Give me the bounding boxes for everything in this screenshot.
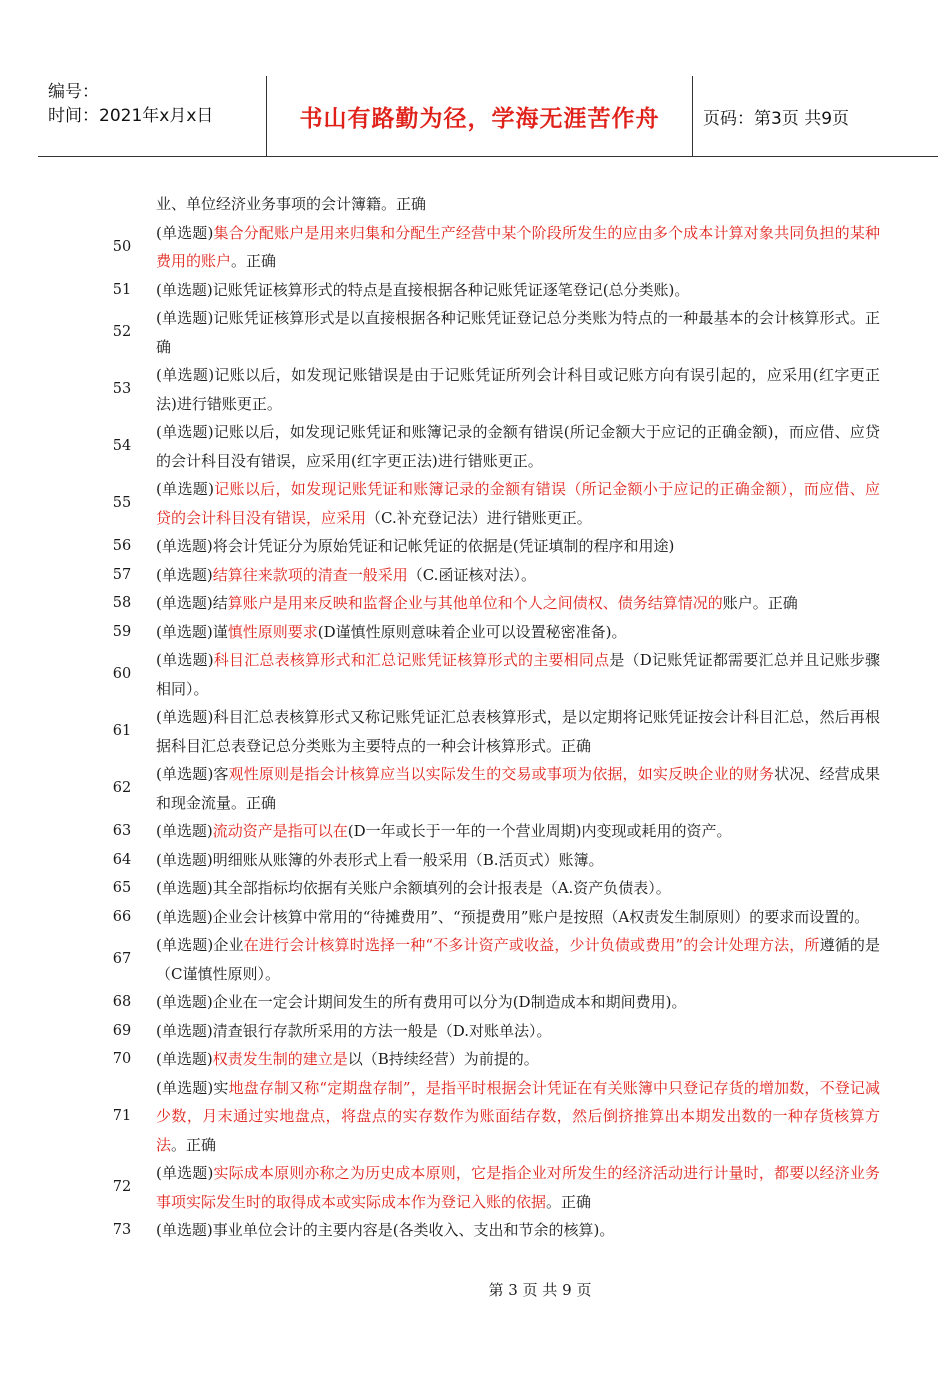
question-number: 52 xyxy=(112,324,132,341)
question-text xyxy=(156,361,880,418)
question-text-segment: (单选题)谨 xyxy=(156,622,228,641)
question-number: 53 xyxy=(112,381,132,398)
question-text-segment: 是（D记账凭证都需要汇总并且记账步骤相同）。 xyxy=(156,651,880,698)
question-item xyxy=(100,1017,880,1046)
question-text xyxy=(156,1045,880,1074)
question-text xyxy=(156,418,880,475)
question-text-segment: 。正确 xyxy=(231,252,277,270)
question-text-segment: (单选题) xyxy=(156,223,214,242)
document-date: 时间：2021年x月x日 xyxy=(48,106,214,126)
question-number: 56 xyxy=(112,538,132,554)
question-number: 50 xyxy=(112,238,132,255)
question-item xyxy=(100,304,880,361)
question-text-segment: （C.函证核对法）。 xyxy=(407,565,536,584)
question-text xyxy=(156,190,880,219)
question-text-segment: (单选题) xyxy=(156,651,214,669)
question-text xyxy=(156,874,880,903)
question-text xyxy=(156,1074,880,1160)
question-number: 51 xyxy=(112,281,132,298)
question-text xyxy=(156,618,880,647)
highlighted-text: 权责发生制的建立是 xyxy=(212,1050,348,1068)
question-text xyxy=(156,561,880,590)
question-text xyxy=(156,846,880,875)
question-text-segment: (单选题) xyxy=(156,1050,213,1068)
question-text-segment: 。正确 xyxy=(546,1192,592,1211)
question-text-segment: 业、单位经济业务事项的会计簿籍。正确 xyxy=(156,195,427,213)
question-text xyxy=(156,646,880,703)
question-item xyxy=(100,1159,880,1216)
question-number: 66 xyxy=(112,908,132,925)
question-item xyxy=(100,817,880,846)
highlighted-text: 观性原则是指会计核算应当以实际发生的交易或事项为依据，如实反映企业的财务 xyxy=(228,765,775,783)
highlighted-text: 结算往来款项的清查一般采用 xyxy=(212,565,408,584)
question-text xyxy=(156,589,880,618)
question-number: 62 xyxy=(112,780,132,797)
question-item xyxy=(100,561,880,590)
question-text-segment: (单选题) xyxy=(156,822,213,840)
question-item xyxy=(100,589,880,618)
question-item xyxy=(100,276,880,305)
question-text-segment: (单选题)其全部指标均依据有关账户余额填列的会计报表是（A.资产负债表）。 xyxy=(156,879,671,897)
question-text-segment: (单选题)企业 xyxy=(156,936,244,954)
question-item xyxy=(100,418,880,475)
highlighted-text: 慎性原则要求 xyxy=(227,622,318,641)
question-text-segment: (单选题)明细账从账簿的外表形式上看一般采用（B.活页式）账簿。 xyxy=(156,850,604,869)
question-text-segment: 状况、经营成果和现金流量。正确 xyxy=(156,765,880,812)
question-text-segment: (单选题)结 xyxy=(156,594,228,612)
question-number: 60 xyxy=(112,666,132,683)
question-number: 65 xyxy=(112,880,132,896)
question-text xyxy=(156,760,880,817)
highlighted-text: 科目汇总表核算形式和汇总记账凭证核算形式的主要相同点 xyxy=(213,651,610,669)
question-text-segment: 以（B持续经营）为前提的。 xyxy=(347,1050,539,1068)
question-text-segment: (单选题)企业在一定会计期间发生的所有费用可以分为(D制造成本和期间费用)。 xyxy=(156,993,687,1011)
question-text-segment: (单选题)清查银行存款所采用的方法一般是（D.对账单法）。 xyxy=(156,1021,552,1040)
question-text xyxy=(156,817,880,846)
question-text-segment: 账户。正确 xyxy=(722,594,798,612)
question-item xyxy=(100,988,880,1017)
question-number: 73 xyxy=(112,1222,132,1238)
question-number: 71 xyxy=(112,1108,132,1124)
question-text xyxy=(156,903,880,932)
question-text-segment: (单选题)记账凭证核算形式的特点是直接根据各种记账凭证逐笔登记(总分类账)。 xyxy=(156,280,690,299)
question-item xyxy=(100,874,880,903)
highlighted-text: 在进行会计核算时选择一种“不多计资产或收益，少计负债或费用”的会计处理方法，所 xyxy=(243,936,820,954)
question-number: 54 xyxy=(112,438,132,455)
question-text-segment: (单选题)事业单位会计的主要内容是(各类收入、支出和节余的核算)。 xyxy=(156,1221,615,1239)
question-item xyxy=(100,618,880,647)
question-item xyxy=(100,219,880,276)
question-text xyxy=(156,475,880,532)
question-text-segment: (单选题) xyxy=(156,1164,214,1182)
question-list xyxy=(100,190,880,1245)
highlighted-text: 算账户是用来反映和监督企业与其他单位和个人之间债权、债务结算情况的 xyxy=(227,594,723,612)
header-divider xyxy=(692,76,693,156)
question-number: 67 xyxy=(112,951,132,968)
question-item xyxy=(100,646,880,703)
question-text xyxy=(156,532,880,561)
question-text-segment: (单选题)客 xyxy=(156,765,229,783)
highlighted-text: 集合分配账户是用来归集和分配生产经营中某个阶段所发生的应由多个成本计算对象共同负担的某种费用的账户 xyxy=(156,223,880,270)
question-text xyxy=(156,1017,880,1046)
question-number: 68 xyxy=(112,994,132,1010)
question-item xyxy=(100,361,880,418)
question-number: 58 xyxy=(112,595,132,611)
question-item xyxy=(100,1074,880,1160)
question-number: 55 xyxy=(112,495,132,512)
question-text-segment: (单选题)记账以后，如发现记账凭证和账簿记录的金额有错误(所记金额大于应记的正确金额)，而应借、应贷的会计科目没有错误，应采用(红字更正法)进行错账更正。 xyxy=(156,423,880,470)
question-item xyxy=(100,1216,880,1245)
header-page-info: 页码：第3页 共9页 xyxy=(703,108,850,129)
question-number: 72 xyxy=(112,1179,132,1196)
header-meta xyxy=(48,80,268,128)
question-text-segment: (单选题)将会计凭证分为原始凭证和记帐凭证的依据是(凭证填制的程序和用途) xyxy=(156,537,675,555)
document-number-label: 编号： xyxy=(48,82,99,102)
page-header xyxy=(38,76,938,157)
question-text-segment: (单选题)记账以后，如发现记账错误是由于记账凭证所列会计科目或记账方向有误引起的，应采用(红字更正法)进行错账更正。 xyxy=(156,366,880,413)
question-item xyxy=(100,760,880,817)
question-text-segment: (D谨慎性原则意味着企业可以设置秘密准备)。 xyxy=(317,622,627,641)
question-text-segment: (单选题) xyxy=(156,565,213,584)
question-number xyxy=(100,190,144,219)
question-item xyxy=(100,703,880,760)
question-text-segment: （C.补充登记法）进行错账更正。 xyxy=(366,508,592,527)
question-text-segment: 遵循的是（C谨慎性原则）。 xyxy=(156,936,880,983)
question-text xyxy=(156,304,880,361)
question-text-segment: (单选题)实 xyxy=(156,1078,229,1097)
highlighted-text: 地盘存制又称“定期盘存制”，是指平时根据会计凭证在有关账簿中只登记存货的增加数，不登记减少数，月末通过实地盘点，将盘点的实存数作为账面结存数，然后倒挤推算出本期发出数的一种存货核算方法 xyxy=(156,1078,880,1154)
question-text-segment: (单选题)企业会计核算中常用的“待摊费用”、“预提费用”账户是按照（A权责发生制原则）的要求而设置的。 xyxy=(156,907,870,926)
question-item xyxy=(100,931,880,988)
question-text xyxy=(156,276,880,305)
question-text xyxy=(156,1159,880,1216)
question-text-segment: (单选题)科目汇总表核算形式又称记账凭证汇总表核算形式，是以定期将记账凭证按会计科目汇总，然后再根据科目汇总表登记总分类账为主要特点的一种会计核算形式。正确 xyxy=(156,708,880,755)
question-number: 57 xyxy=(112,566,132,583)
question-text xyxy=(156,1216,880,1245)
highlighted-text: 实际成本原则亦称之为历史成本原则，它是指企业对所发生的经济活动进行计量时，都要以经济业务事项实际发生时的取得成本或实际成本作为登记入账的依据 xyxy=(156,1164,880,1211)
question-text xyxy=(156,931,880,988)
question-item xyxy=(100,1045,880,1074)
question-item xyxy=(100,846,880,875)
highlighted-text: 记账以后，如发现记账凭证和账簿记录的金额有错误（所记金额小于应记的正确金额），而应借、应贷的会计科目没有错误，应采用 xyxy=(156,480,880,527)
question-text-segment: (单选题)记账凭证核算形式是以直接根据各种记账凭证登记总分类账为特点的一种最基本的会计核算形式。正确 xyxy=(156,309,880,356)
question-item xyxy=(100,903,880,932)
question-text-segment: (单选题) xyxy=(156,480,214,498)
question-item xyxy=(100,475,880,532)
question-number: 61 xyxy=(112,723,132,740)
question-item xyxy=(100,532,880,561)
question-text xyxy=(156,988,880,1017)
question-text xyxy=(156,703,880,760)
highlighted-text: 流动资产是指可以在 xyxy=(212,822,348,840)
question-text xyxy=(156,219,880,276)
question-item xyxy=(100,190,880,219)
question-number: 69 xyxy=(112,1022,132,1039)
question-number: 59 xyxy=(112,623,132,640)
header-motto: 书山有路勤为径，学海无涯苦作舟 xyxy=(299,105,660,132)
question-number: 70 xyxy=(112,1051,132,1067)
question-number: 64 xyxy=(112,851,132,868)
question-number: 63 xyxy=(112,823,132,839)
page-footer: 第 3 页 共 9 页 xyxy=(488,1281,592,1299)
question-text-segment: 。正确 xyxy=(171,1135,217,1154)
question-text-segment: (D一年或长于一年的一个营业周期)内变现或耗用的资产。 xyxy=(347,822,732,840)
